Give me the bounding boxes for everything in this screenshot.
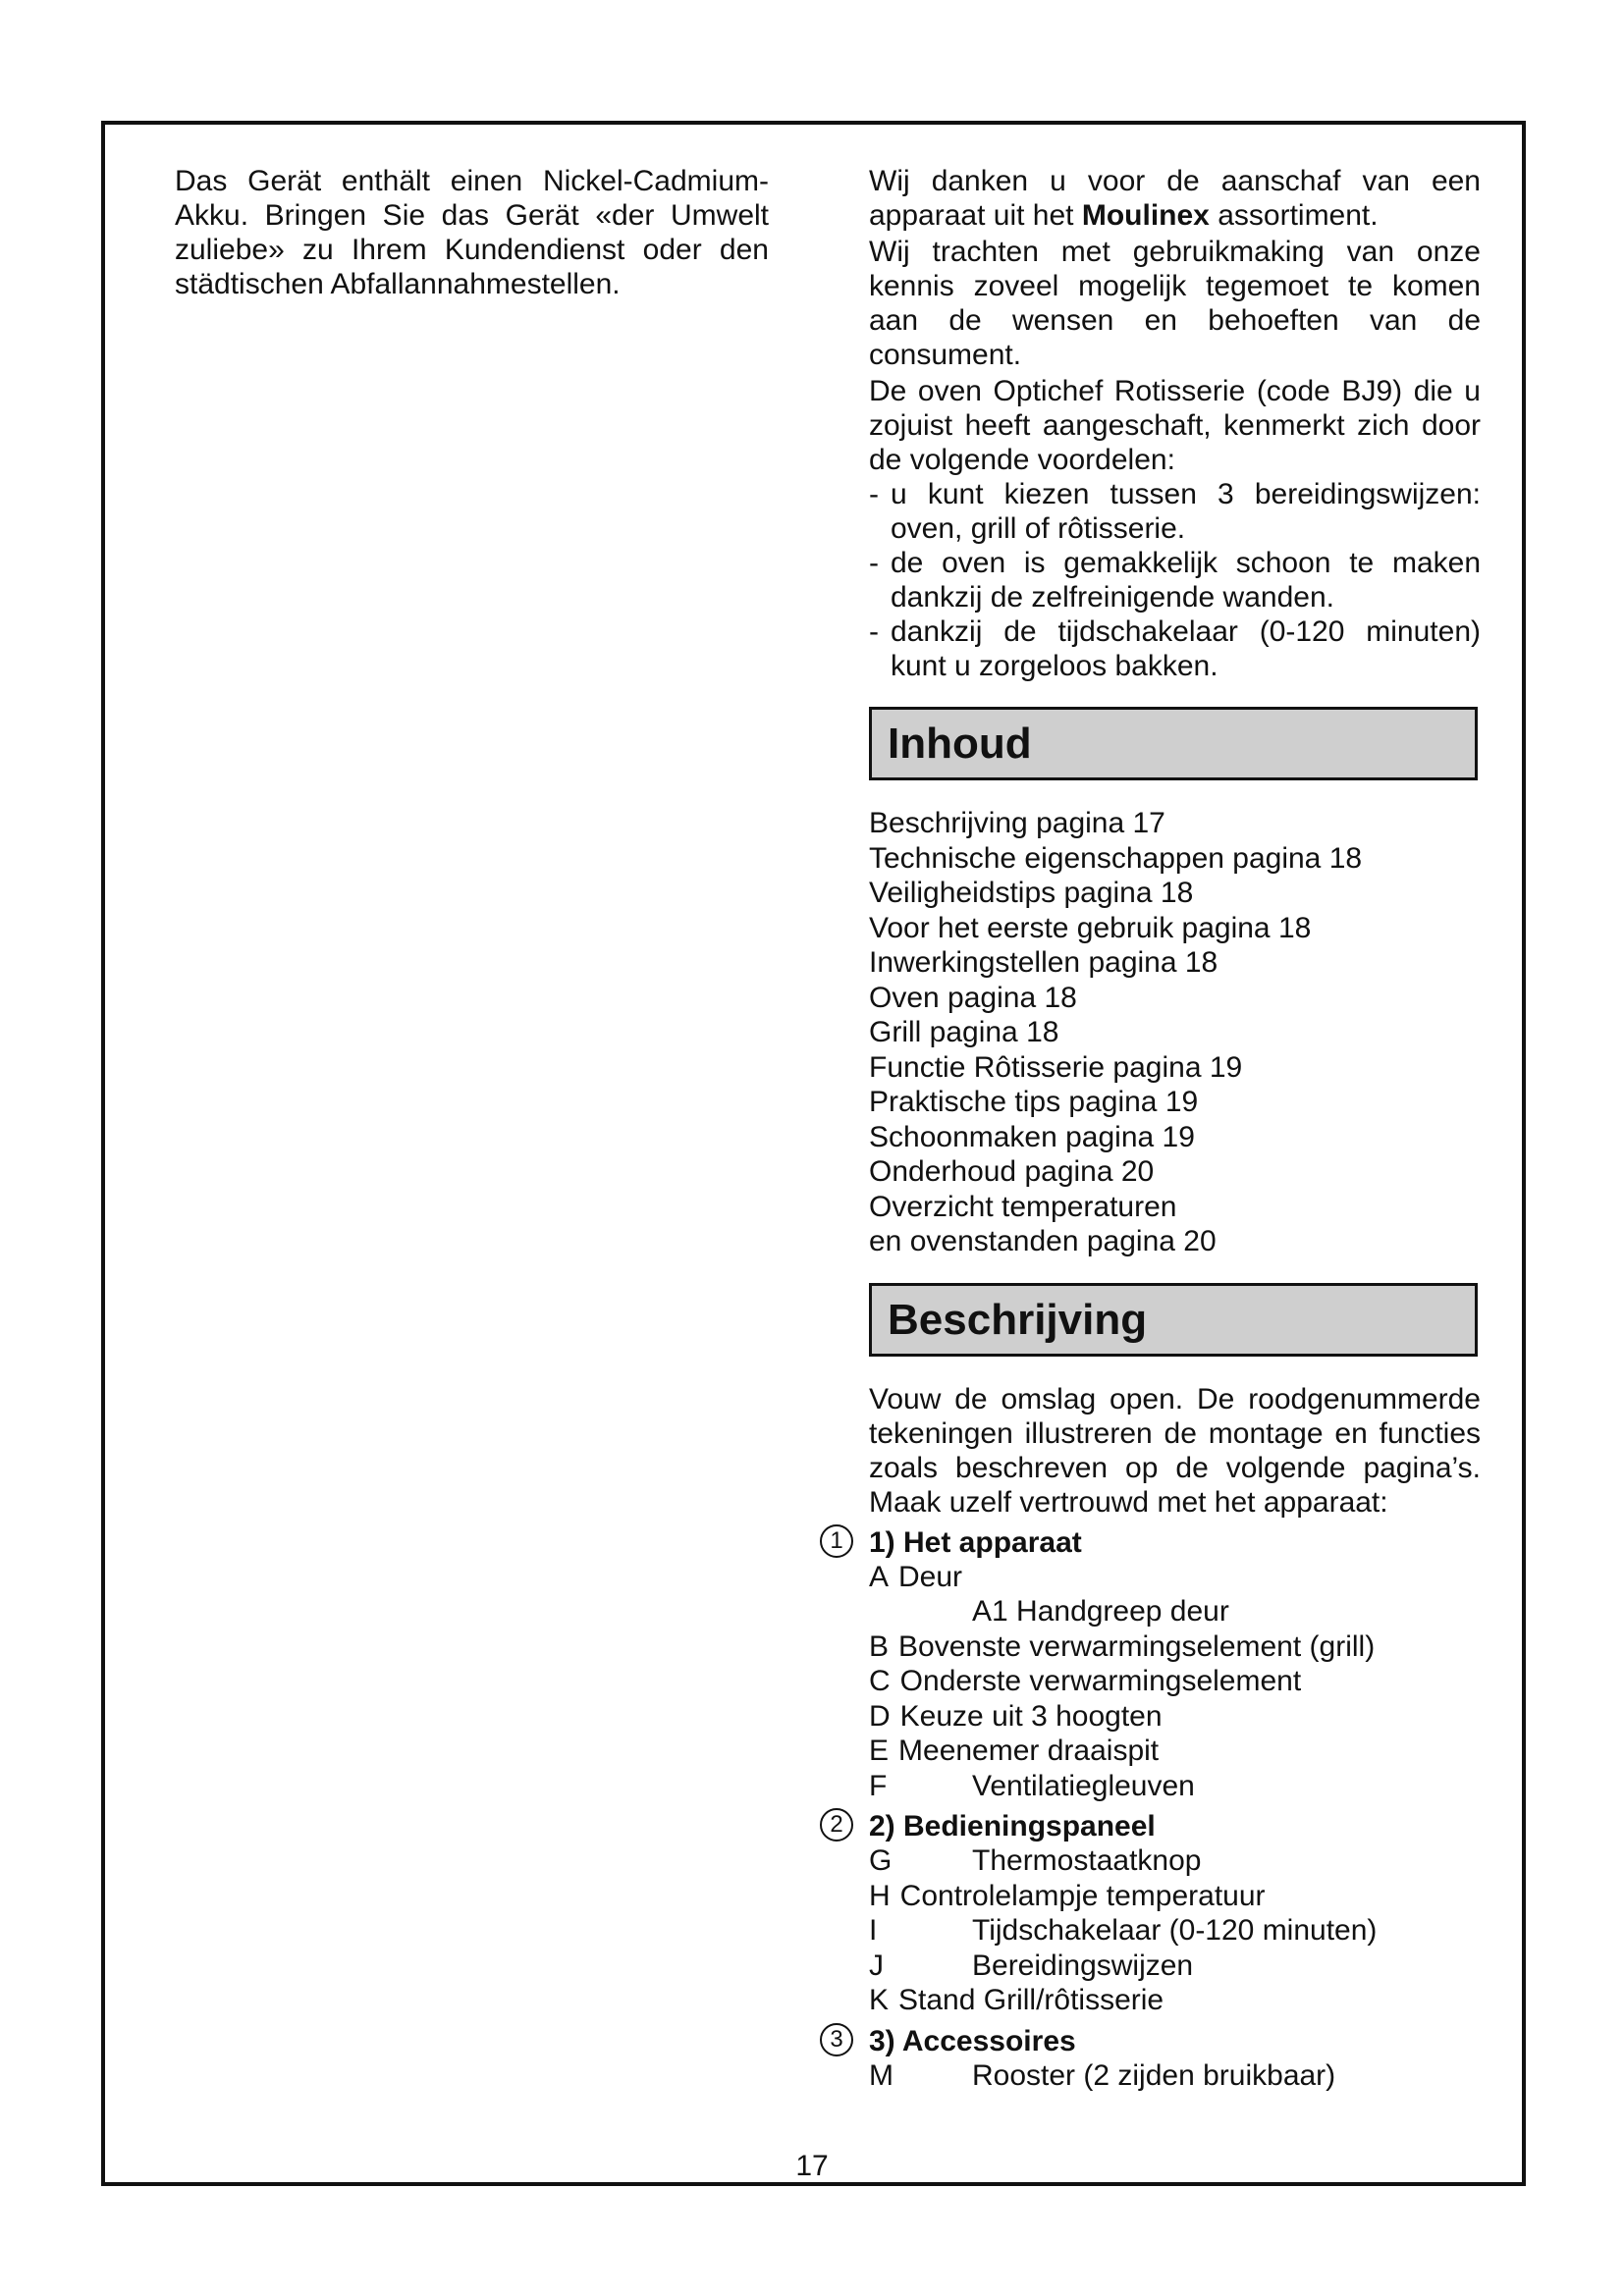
group-title: 1) Het apparaat bbox=[869, 1525, 1082, 1559]
group-title: 2) Bedieningspaneel bbox=[869, 1810, 1156, 1842]
contents-list bbox=[869, 806, 1481, 1259]
part-label: Controlelampje temperatuur bbox=[899, 1879, 1266, 1912]
contents-item: Praktische tips pagina 19 bbox=[869, 1086, 1199, 1118]
part-item bbox=[869, 1913, 1481, 1949]
contents-item: Grill pagina 18 bbox=[869, 1016, 1059, 1048]
description-heading: Beschrijving bbox=[869, 1283, 1478, 1357]
part-item bbox=[869, 2058, 1481, 2094]
group-heading bbox=[830, 1809, 1481, 1843]
part-code: F bbox=[869, 1769, 888, 1802]
contents-item: Functie Rôtisserie pagina 19 bbox=[869, 1050, 1243, 1084]
advantage-item: - dankzij de tijdschakelaar (0-120 minuten) kunt u zorgeloos bakken. bbox=[869, 614, 1481, 683]
contents-item: Voor het eerste gebruik pagina 18 bbox=[869, 911, 1312, 944]
advantage-item: - de oven is gemakkelijk schoon te maken dankzij de zelfreinigende wanden. bbox=[869, 546, 1481, 614]
intro-thanks-after: assortiment. bbox=[1218, 199, 1379, 232]
contents-item: Overzicht temperaturen bbox=[869, 1190, 1177, 1223]
advantages-list bbox=[869, 477, 1481, 683]
part-item bbox=[869, 1879, 1481, 1914]
page-number: 17 bbox=[795, 2150, 829, 2182]
part-code: I bbox=[869, 1914, 878, 1947]
part-code: J bbox=[869, 1949, 884, 1982]
part-code: M bbox=[869, 2058, 893, 2092]
part-code: G bbox=[869, 1844, 893, 1877]
circled-number-icon: 2 bbox=[820, 1808, 853, 1842]
circled-number-icon: 1 bbox=[820, 1524, 853, 1558]
part-label: Keuze uit 3 hoogten bbox=[899, 1699, 1163, 1733]
part-item bbox=[869, 1843, 1481, 1879]
group-heading bbox=[830, 2024, 1481, 2058]
part-label: Meenemer draaispit bbox=[898, 1735, 1160, 1767]
circled-number-icon: 3 bbox=[820, 2023, 853, 2056]
contents-item: Inwerkingstellen pagina 18 bbox=[869, 946, 1218, 979]
part-item bbox=[869, 1560, 1481, 1595]
group-title: 3) Accessoires bbox=[869, 2024, 1076, 2057]
part-label: Deur bbox=[898, 1560, 963, 1593]
intro-paragraph-3: De oven Optichef Rotisserie (code BJ9) die u zojuist heeft aangeschaft, kenmerkt zich door de volgende voordelen: bbox=[869, 375, 1481, 476]
contents-item: Oven pagina 18 bbox=[869, 981, 1077, 1014]
contents-item: Schoonmaken pagina 19 bbox=[869, 1120, 1195, 1153]
part-code: B bbox=[869, 1629, 890, 1663]
advantage-item: - u kunt kiezen tussen 3 bereidingswijzen: oven, grill of rôtisserie. bbox=[869, 477, 1481, 546]
contents-item: Veiligheidstips pagina 18 bbox=[869, 877, 1194, 909]
part-item bbox=[869, 1769, 1481, 1804]
part-label: Ventilatiegleuven bbox=[972, 1769, 1195, 1802]
contents-item: Technische eigenschappen pagina 18 bbox=[869, 841, 1363, 875]
part-code: D bbox=[869, 1699, 891, 1733]
part-item bbox=[869, 1949, 1481, 1984]
part-item bbox=[869, 1734, 1481, 1769]
part-label: Stand Grill/rôtisserie bbox=[898, 1984, 1164, 2016]
contents-heading: Inhoud bbox=[869, 707, 1478, 780]
brand-name: Moulinex bbox=[1081, 199, 1210, 232]
battery-notice: Das Gerät enthält einen Nickel-Cadmium-Akku. Bringen Sie das Gerät «der Umwelt zuliebe» zu Ihrem Kundendienst oder den städtischen Abfallannahmestellen. bbox=[175, 165, 769, 300]
part-code: E bbox=[869, 1735, 890, 1767]
part-code: H bbox=[869, 1879, 891, 1912]
intro-thanks-before: Wij danken u voor de aanschaf van een apparaat uit het bbox=[869, 165, 1481, 232]
contents-item: Onderhoud pagina 20 bbox=[869, 1155, 1155, 1188]
part-code: K bbox=[869, 1984, 890, 2016]
part-label: Tijdschakelaar (0-120 minuten) bbox=[972, 1914, 1378, 1947]
contents-item: Beschrijving pagina 17 bbox=[869, 807, 1165, 839]
part-label: Thermostaatknop bbox=[972, 1844, 1202, 1877]
part-item bbox=[869, 1983, 1481, 2018]
part-label: Bereidingswijzen bbox=[972, 1949, 1194, 1982]
group-heading bbox=[830, 1525, 1481, 1560]
intro-thanks bbox=[869, 164, 1481, 233]
right-column bbox=[830, 164, 1481, 2093]
part-label: Bovenste verwarmingselement (grill) bbox=[898, 1629, 1376, 1663]
left-column bbox=[175, 164, 769, 301]
part-item bbox=[869, 1594, 1481, 1629]
part-code: A bbox=[869, 1560, 890, 1593]
contents-item: en ovenstanden pagina 20 bbox=[869, 1225, 1217, 1257]
part-label: A1 Handgreep deur bbox=[972, 1595, 1229, 1628]
part-code: C bbox=[869, 1665, 891, 1697]
part-label: Onderste verwarmingselement bbox=[899, 1665, 1302, 1697]
description-intro: Vouw de omslag open. De roodgenummerde tekeningen illustreren de montage en functies zoals beschreven op de volgende pagina’s. Maak uzelf vertrouwd met het apparaat: bbox=[869, 1382, 1481, 1519]
part-item bbox=[869, 1664, 1481, 1699]
description-groups bbox=[830, 1525, 1481, 2094]
part-label: Rooster (2 zijden bruikbaar) bbox=[972, 2058, 1336, 2092]
intro-paragraph-2: Wij trachten met gebruikmaking van onze kennis zoveel mogelijk tegemoet te komen aan de wensen en behoeften van de consument. bbox=[869, 236, 1481, 371]
part-item bbox=[869, 1629, 1481, 1665]
part-item bbox=[869, 1699, 1481, 1735]
